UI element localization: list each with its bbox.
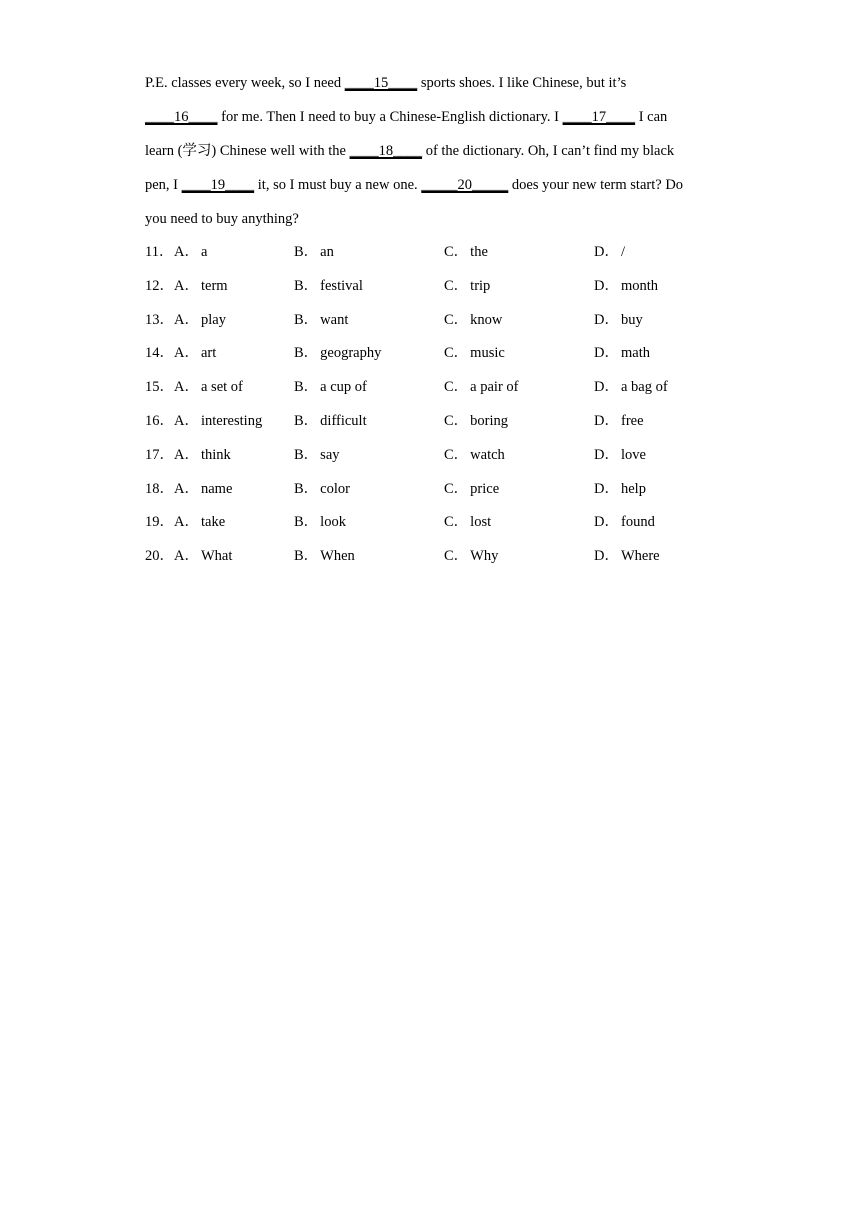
option-text: term bbox=[200, 277, 228, 294]
option-text: trip bbox=[470, 277, 491, 294]
option-letter: B． bbox=[294, 446, 319, 463]
answer-option bbox=[594, 511, 655, 533]
option-letter: A． bbox=[174, 514, 199, 531]
option-letter: B． bbox=[294, 548, 319, 565]
answer-blank: ____15____ bbox=[344, 75, 418, 91]
option-text: festival bbox=[320, 277, 363, 294]
cloze-passage bbox=[145, 72, 725, 242]
option-letter: B． bbox=[294, 379, 319, 396]
passage-text: does your new term start? Do bbox=[508, 177, 684, 193]
question-number: 14． bbox=[145, 345, 174, 362]
option-text: a set of bbox=[200, 379, 243, 396]
option-text: art bbox=[200, 345, 217, 362]
option-text: a pair of bbox=[470, 379, 519, 396]
question-row bbox=[145, 545, 745, 579]
answer-blank: _____20_____ bbox=[421, 177, 509, 193]
option-text: geography bbox=[320, 345, 382, 362]
option-letter: C． bbox=[444, 379, 469, 396]
option-text: / bbox=[620, 244, 626, 260]
answer-options-list bbox=[145, 241, 745, 579]
question-row bbox=[145, 275, 745, 309]
answer-option bbox=[174, 309, 226, 331]
passage-text: pen, I bbox=[145, 177, 182, 193]
option-letter: C． bbox=[444, 446, 469, 463]
option-letter: D． bbox=[594, 412, 619, 429]
answer-option bbox=[174, 410, 262, 432]
passage-text: you need to buy anything? bbox=[145, 211, 299, 227]
option-text: take bbox=[200, 514, 226, 531]
option-text: What bbox=[200, 548, 233, 565]
option-letter: C． bbox=[444, 345, 469, 362]
answer-option bbox=[294, 275, 363, 297]
option-letter: A． bbox=[174, 446, 199, 463]
passage-text: learn (学习) Chinese well with the bbox=[145, 143, 350, 159]
passage-line bbox=[145, 174, 725, 208]
option-letter: A． bbox=[174, 311, 199, 328]
answer-blank: ____18____ bbox=[349, 143, 423, 159]
option-text: an bbox=[320, 244, 334, 260]
option-text: want bbox=[320, 311, 349, 328]
answer-option bbox=[444, 511, 491, 533]
answer-option bbox=[174, 275, 228, 297]
answer-option bbox=[594, 478, 646, 500]
passage-text: for me. Then I need to buy a Chinese-English dictionary. I bbox=[217, 109, 563, 125]
option-letter: A． bbox=[174, 244, 199, 260]
question-number: 13． bbox=[145, 311, 174, 328]
passage-text: it, so I must buy a new one. bbox=[254, 177, 422, 193]
option-text: found bbox=[620, 514, 655, 531]
option-text: boring bbox=[470, 412, 509, 429]
answer-option bbox=[294, 241, 334, 263]
answer-blank: ____17____ bbox=[562, 109, 636, 125]
option-text: difficult bbox=[320, 412, 367, 429]
option-text: look bbox=[320, 514, 346, 531]
answer-option bbox=[444, 309, 502, 331]
question-number: 18． bbox=[145, 480, 174, 497]
option-text: play bbox=[200, 311, 226, 328]
question-number: 19． bbox=[145, 514, 174, 531]
option-text: color bbox=[320, 480, 350, 497]
question-row bbox=[145, 309, 745, 343]
answer-option bbox=[294, 410, 367, 432]
option-text: interesting bbox=[200, 412, 263, 429]
question-number: 16． bbox=[145, 412, 174, 429]
passage-text: of the dictionary. Oh, I can’t find my black bbox=[422, 143, 675, 159]
option-letter: B． bbox=[294, 311, 319, 328]
answer-option bbox=[294, 511, 346, 533]
answer-option bbox=[444, 545, 498, 567]
answer-option bbox=[174, 342, 216, 364]
option-text: say bbox=[320, 446, 340, 463]
option-text: watch bbox=[470, 446, 505, 463]
answer-option bbox=[174, 376, 243, 398]
passage-line bbox=[145, 72, 725, 106]
option-letter: A． bbox=[174, 548, 199, 565]
answer-option bbox=[594, 410, 644, 432]
option-letter: C． bbox=[444, 548, 469, 565]
option-text: help bbox=[620, 480, 646, 497]
answer-option bbox=[444, 410, 508, 432]
question-row bbox=[145, 410, 745, 444]
answer-option bbox=[174, 241, 207, 263]
option-letter: B． bbox=[294, 412, 319, 429]
option-letter: D． bbox=[594, 345, 619, 362]
question-number: 17． bbox=[145, 446, 174, 463]
option-letter: D． bbox=[594, 244, 619, 260]
option-letter: A． bbox=[174, 277, 199, 294]
answer-option bbox=[174, 511, 225, 533]
option-letter: D． bbox=[594, 514, 619, 531]
question-number: 20． bbox=[145, 548, 174, 565]
option-letter: C． bbox=[444, 412, 469, 429]
answer-option bbox=[294, 545, 355, 567]
option-letter: C． bbox=[444, 244, 469, 260]
option-letter: A． bbox=[174, 412, 199, 429]
question-row bbox=[145, 511, 745, 545]
option-letter: D． bbox=[594, 311, 619, 328]
option-text: math bbox=[620, 345, 650, 362]
answer-option bbox=[174, 478, 232, 500]
option-letter: B． bbox=[294, 514, 319, 531]
option-letter: B． bbox=[294, 277, 319, 294]
answer-option bbox=[294, 444, 340, 466]
option-text: month bbox=[620, 277, 659, 294]
option-text: a bbox=[200, 244, 208, 260]
option-text: music bbox=[470, 345, 505, 362]
option-text: Where bbox=[620, 548, 660, 565]
option-letter: D． bbox=[594, 277, 619, 294]
option-text: buy bbox=[620, 311, 643, 328]
option-letter: D． bbox=[594, 379, 619, 396]
option-letter: D． bbox=[594, 480, 619, 497]
answer-option bbox=[444, 376, 518, 398]
option-letter: A． bbox=[174, 379, 199, 396]
option-letter: C． bbox=[444, 480, 469, 497]
option-letter: B． bbox=[294, 345, 319, 362]
passage-text: P.E. classes every week, so I need bbox=[145, 75, 345, 91]
question-row bbox=[145, 444, 745, 478]
answer-option bbox=[444, 342, 505, 364]
answer-option bbox=[594, 545, 660, 567]
answer-option bbox=[294, 342, 381, 364]
answer-option bbox=[444, 478, 499, 500]
passage-text: I can bbox=[635, 109, 668, 125]
option-text: lost bbox=[470, 514, 492, 531]
answer-blank: ____19____ bbox=[181, 177, 255, 193]
passage-line bbox=[145, 208, 725, 242]
answer-blank: ____16____ bbox=[145, 109, 218, 125]
answer-option bbox=[594, 444, 646, 466]
answer-option bbox=[594, 241, 625, 263]
answer-option bbox=[444, 275, 490, 297]
answer-option bbox=[594, 376, 668, 398]
question-number: 12． bbox=[145, 277, 174, 294]
question-number: 15． bbox=[145, 379, 174, 396]
answer-option bbox=[174, 545, 232, 567]
passage-text: sports shoes. I like Chinese, but it’s bbox=[417, 75, 627, 91]
passage-line bbox=[145, 140, 725, 174]
option-letter: C． bbox=[444, 514, 469, 531]
answer-option bbox=[294, 309, 348, 331]
option-letter: C． bbox=[444, 311, 469, 328]
passage-line bbox=[145, 106, 725, 140]
option-letter: C． bbox=[444, 277, 469, 294]
question-number: 11． bbox=[145, 244, 174, 260]
answer-option bbox=[594, 342, 650, 364]
option-letter: B． bbox=[294, 244, 319, 260]
answer-option bbox=[444, 241, 488, 263]
option-letter: A． bbox=[174, 345, 199, 362]
answer-option bbox=[174, 444, 231, 466]
question-row bbox=[145, 342, 745, 376]
option-text: When bbox=[320, 548, 355, 565]
answer-option bbox=[594, 275, 658, 297]
answer-option bbox=[294, 376, 367, 398]
option-text: price bbox=[470, 480, 500, 497]
answer-option bbox=[594, 309, 643, 331]
option-text: think bbox=[200, 446, 231, 463]
option-text: a cup of bbox=[320, 379, 367, 396]
question-row bbox=[145, 241, 745, 275]
option-text: free bbox=[620, 412, 644, 429]
option-letter: A． bbox=[174, 480, 199, 497]
option-text: a bag of bbox=[620, 379, 668, 396]
option-letter: B． bbox=[294, 480, 319, 497]
answer-option bbox=[444, 444, 505, 466]
option-text: Why bbox=[470, 548, 499, 565]
option-text: name bbox=[200, 480, 233, 497]
question-row bbox=[145, 376, 745, 410]
option-letter: D． bbox=[594, 548, 619, 565]
option-letter: D． bbox=[594, 446, 619, 463]
option-text: know bbox=[470, 311, 503, 328]
answer-option bbox=[294, 478, 350, 500]
question-row bbox=[145, 478, 745, 512]
option-text: love bbox=[620, 446, 646, 463]
option-text: the bbox=[470, 244, 488, 260]
